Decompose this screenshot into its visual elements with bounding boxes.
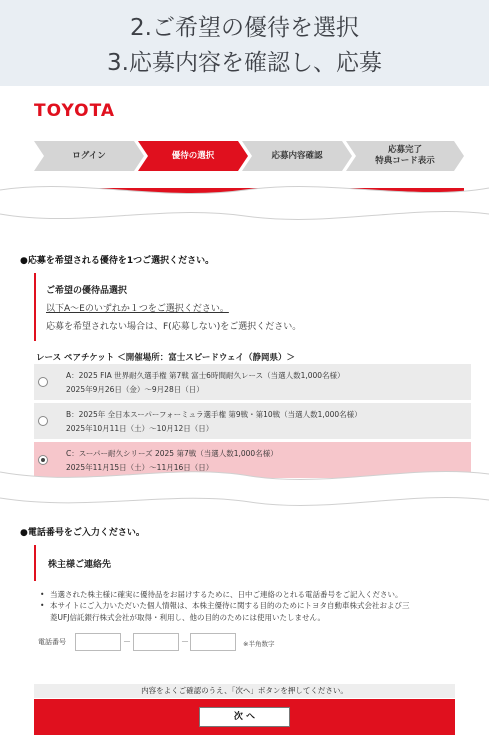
confirm-instruction: 内容をよくご確認のうえ、「次へ」ボタンを押してください。 xyxy=(141,686,348,695)
phone-format-note: ※半角数字 xyxy=(243,640,275,648)
option-title: C：スーパー耐久シリーズ 2025 第7戦（当選人数1,000名様） xyxy=(66,449,278,458)
benefit-select-box xyxy=(34,273,464,341)
step-complete xyxy=(346,141,464,171)
option-dates: 2025年9月26日（金）～9月28日（日） xyxy=(66,385,204,394)
next-button[interactable]: 次 へ xyxy=(199,707,290,727)
section-title-select: ●応募を希望される優待を1つご選択ください。 xyxy=(20,256,215,266)
step-label: ログイン xyxy=(72,150,106,161)
confirm-instruction-band xyxy=(34,684,455,698)
phone-input-3[interactable] xyxy=(190,633,236,651)
header-title-line2: 3.応募内容を確認し、応募 xyxy=(107,50,382,76)
step-label: 応募完了 特典コード表示 xyxy=(375,145,435,166)
note-item xyxy=(40,600,470,623)
phone-separator: － xyxy=(123,637,131,646)
radio-button[interactable] xyxy=(38,377,48,387)
header-banner xyxy=(0,0,489,86)
phone-label: 電話番号 xyxy=(38,638,66,646)
box-title: 株主様ご連絡先 xyxy=(48,560,112,570)
box-title: ご希望の優待品選択 xyxy=(46,286,128,296)
step-confirm xyxy=(242,141,352,171)
torn-edge-separator xyxy=(0,200,489,240)
phone-input-2[interactable] xyxy=(133,633,179,651)
phone-input-1[interactable] xyxy=(75,633,121,651)
step-select-benefit xyxy=(138,141,248,171)
option-a[interactable] xyxy=(34,364,471,400)
box-instruction: 以下A～Eのいずれか１つをご選択ください。 xyxy=(46,304,229,314)
note-text: 本サイトにご入力いただいた個人情報は、本株主優待に関する目的のためにトヨタ自動車株式会社および三 xyxy=(50,601,410,611)
notes-list xyxy=(40,589,470,623)
torn-edge-separator xyxy=(0,484,489,524)
option-b[interactable] xyxy=(34,403,471,439)
option-title: B：2025年 全日本スーパーフォーミュラ選手権 第9戦・第10戦（当選人数1,000名様） xyxy=(66,410,362,419)
note-text: 菱UFJ信託銀行株式会社が取得・利用し、他の目的のためには使用いたしません。 xyxy=(50,612,325,622)
note-item: • 当選された株主様に確実に優待品をお届けするために、日中ご連絡のとれる電話番号をご記入ください。 xyxy=(40,589,470,600)
step-label: 応募内容確認 xyxy=(271,150,323,161)
step-label: 優待の選択 xyxy=(171,150,215,161)
contact-box xyxy=(34,545,464,581)
progress-steps xyxy=(34,141,464,171)
option-title: A：2025 FIA 世界耐久選手権 第7戦 富士6時間耐久レース（当選人数1,000名様） xyxy=(66,371,345,380)
phone-separator: － xyxy=(181,637,189,646)
step-login xyxy=(34,141,144,171)
option-dates: 2025年10月11日（土）～10月12日（日） xyxy=(66,424,214,433)
section-title-phone: ●電話番号をご入力ください。 xyxy=(20,528,145,538)
box-note: 応募を希望されない場合は、F(応募しない)をご選択ください。 xyxy=(46,322,302,332)
race-category-title: レース ペアチケット ＜開催場所：富士スピードウェイ（静岡県）＞ xyxy=(36,353,296,363)
radio-button[interactable] xyxy=(38,416,48,426)
option-dates: 2025年11月15日（土）～11月16日（日） xyxy=(66,463,214,472)
header-title-line1: 2.ご希望の優待を選択 xyxy=(130,15,359,41)
toyota-logo: TOYOTA xyxy=(34,101,116,121)
